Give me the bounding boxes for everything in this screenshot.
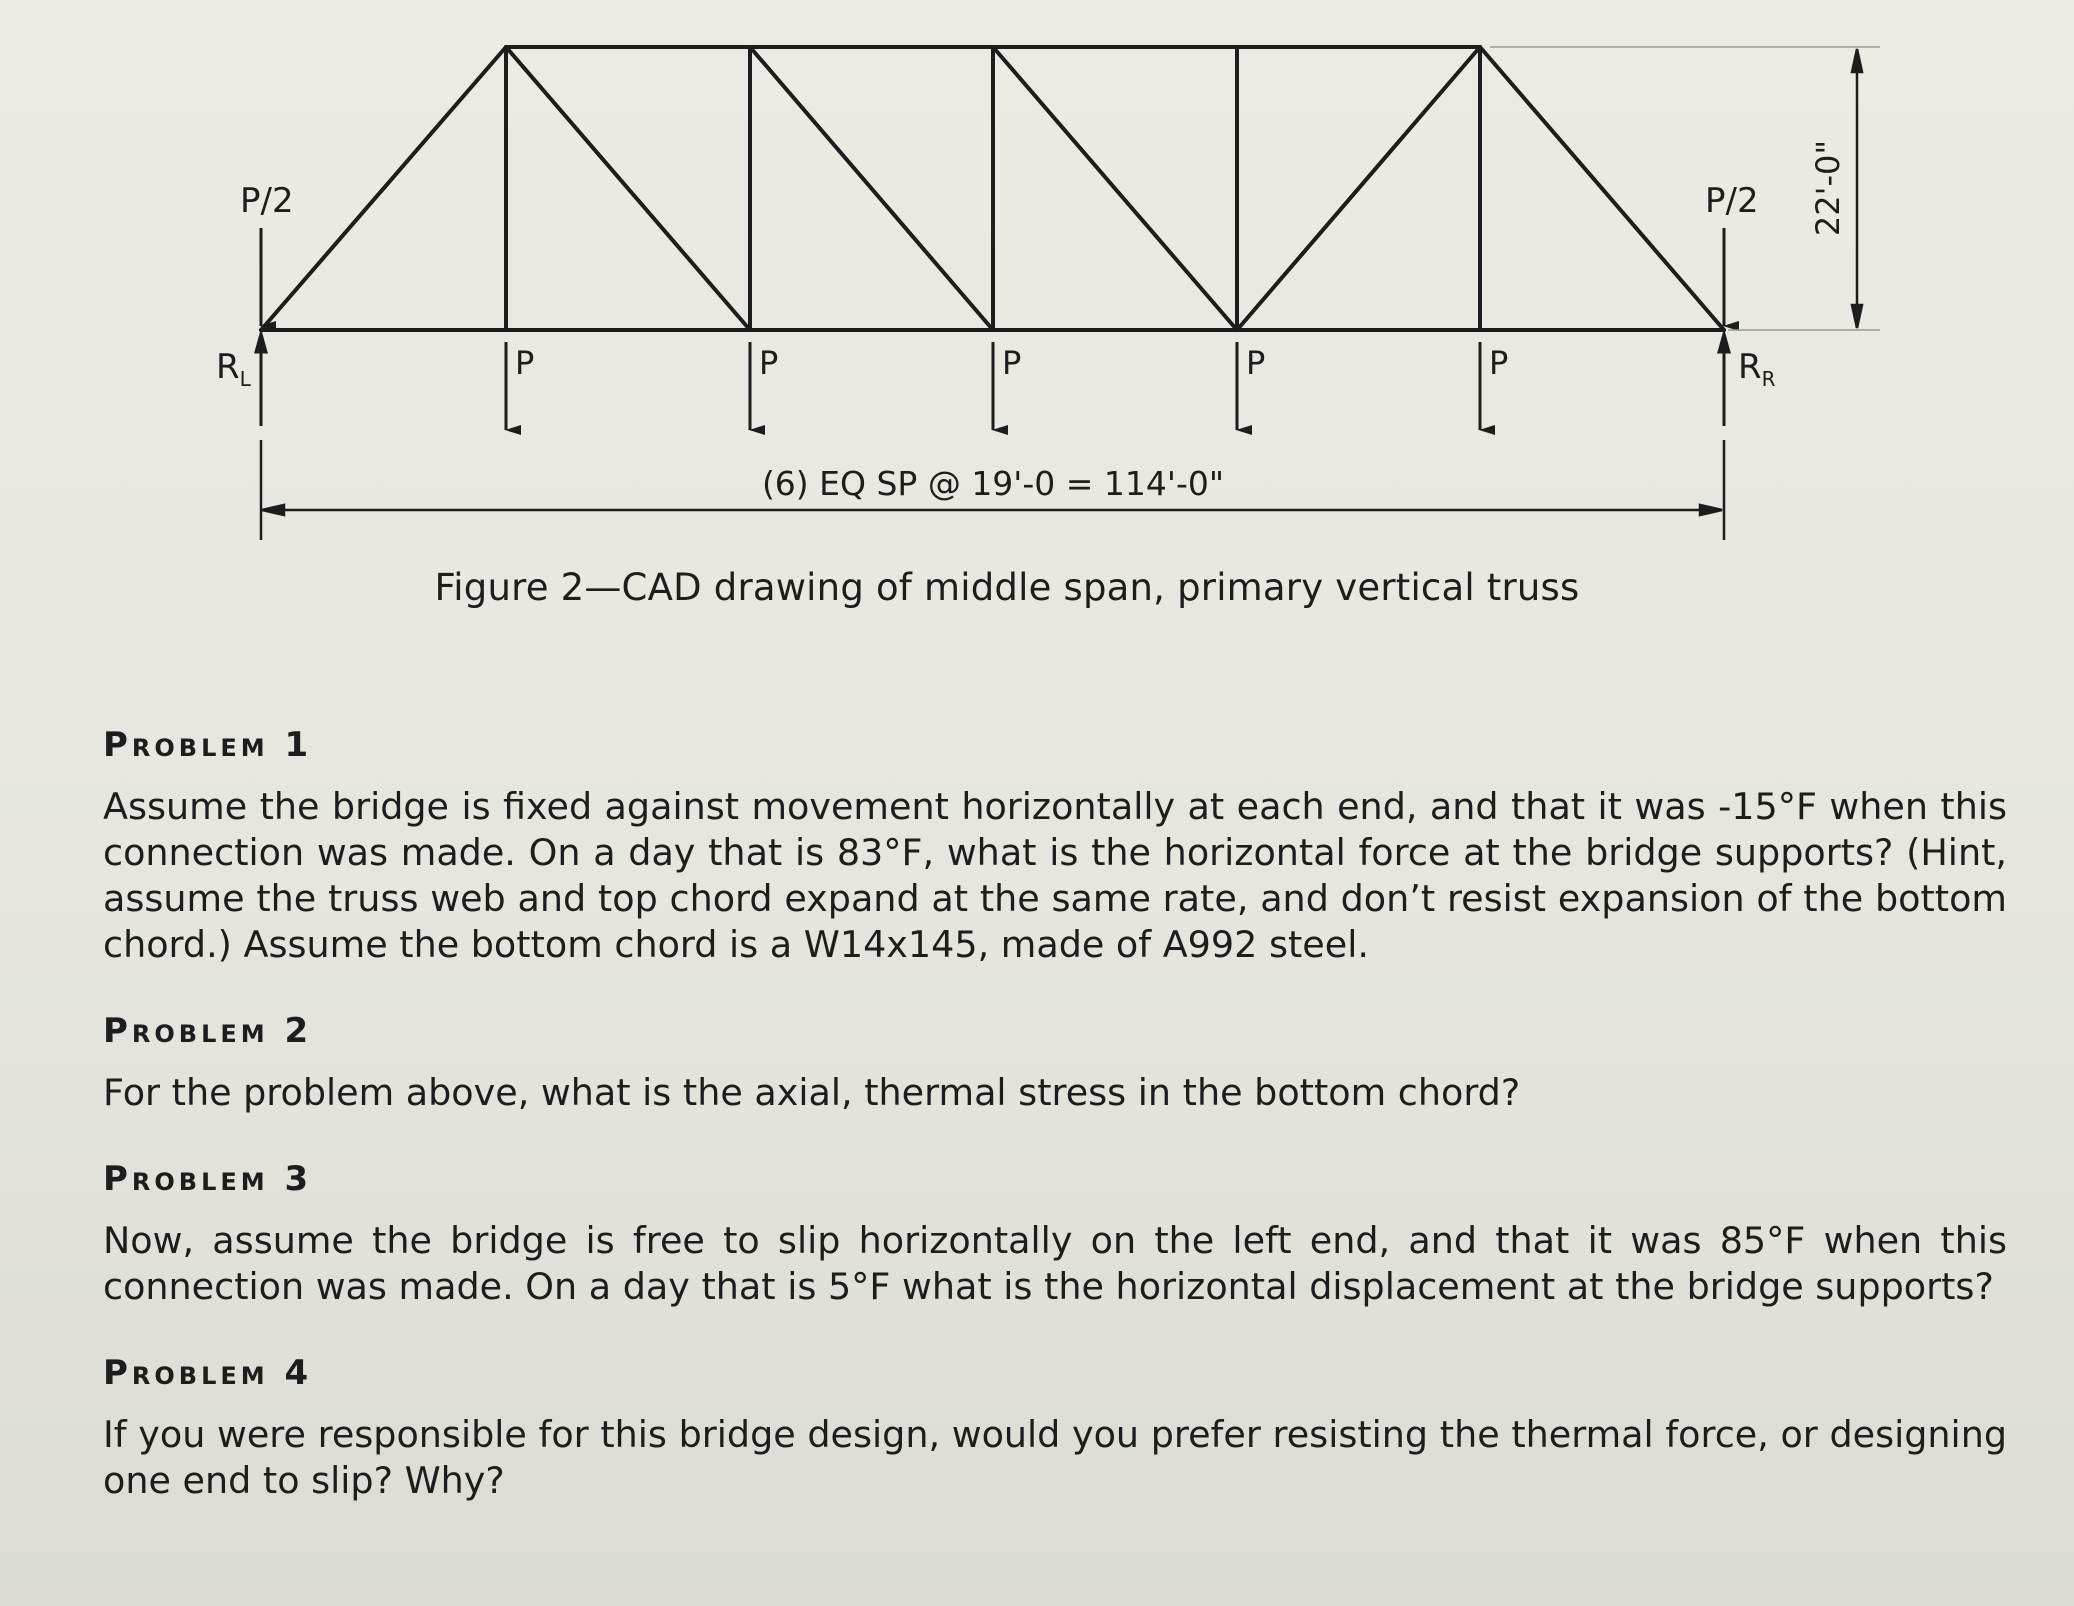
end-post-left [261, 47, 506, 330]
problem-heading: Problem 2 [103, 1011, 313, 1051]
problem-heading: Problem 4 [103, 1353, 313, 1393]
problem-heading: Problem 3 [103, 1159, 313, 1199]
problem-1 [103, 718, 2007, 968]
problem-text: Now, assume the bridge is free to slip horizontally on the left end, and that it was 85°F when this connection was made. On a day that is 5°F what is the horizontal displacement at the bridge supports? [103, 1219, 2007, 1308]
problem-list [103, 718, 2007, 1504]
load-label-4: P [1246, 344, 1266, 382]
problem-2 [103, 1004, 2007, 1116]
reaction-arrow-right [1719, 334, 1729, 352]
problem-3 [103, 1152, 2007, 1310]
end-post-right [1480, 47, 1724, 330]
figure-caption [0, 566, 2074, 609]
diagonal-4 [1237, 47, 1480, 330]
problem-4 [103, 1346, 2007, 1504]
load-label-1: P [515, 344, 535, 382]
reaction-arrow-left [256, 334, 266, 352]
problem-text: Assume the bridge is fixed against movement horizontally at each end, and that it was -15°F when this connection was made. On a day that is 83°F, what is the horizontal force at the bridge supports? (Hint, assume the truss web and top chord expand at the same rate, and don’t resist expansion of the bottom chord.) Assume the bottom chord is a W14x145, made of A992 steel. [103, 785, 2007, 966]
problem-text: For the problem above, what is the axial, thermal stress in the bottom chord? [103, 1071, 1521, 1114]
diagonal-1 [506, 47, 750, 330]
reaction-label-left: $R_L$ [216, 347, 251, 391]
load-label-5: P [1489, 344, 1509, 382]
load-label-2: P [759, 344, 779, 382]
diagonal-3 [993, 47, 1237, 330]
figure-caption-text: Figure 2—CAD drawing of middle span, primary vertical truss [434, 566, 1580, 609]
load-label-right: P/2 [1705, 181, 1759, 221]
problem-text: If you were responsible for this bridge design, would you prefer resisting the thermal force, or designing one end to slip? Why? [103, 1413, 2007, 1502]
height-dimension-label: 22'-0" [1809, 139, 1847, 237]
reaction-label-right: $R_R$ [1738, 347, 1776, 391]
diagonal-2 [750, 47, 993, 330]
load-label-left: P/2 [240, 181, 294, 221]
span-dimension-label: (6) EQ SP @ 19'-0 = 114'-0" [761, 464, 1225, 503]
load-label-3: P [1002, 344, 1022, 382]
problem-heading: Problem 1 [103, 725, 313, 765]
panel-loads [506, 342, 1480, 430]
truss-members [261, 47, 1724, 330]
